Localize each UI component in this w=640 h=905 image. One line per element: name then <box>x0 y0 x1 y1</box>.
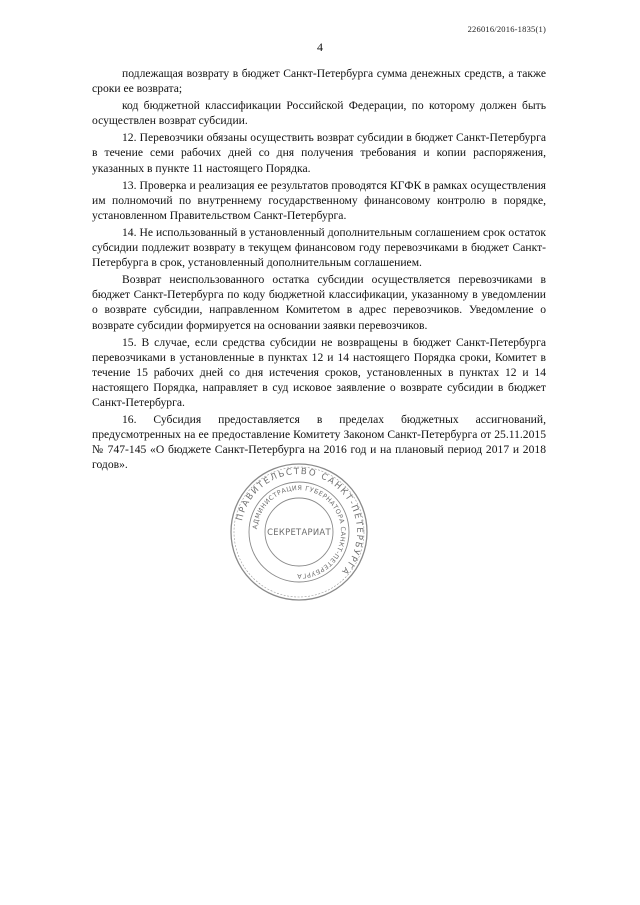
document-body <box>92 66 546 474</box>
document-id: 226016/2016-1835(1) <box>467 24 546 34</box>
paragraph-return-procedure: Возврат неиспользованного остатка субсидии осуществляется перевозчиками в бюджет Санкт-Петербурга по коду бюджетной классификации, указанному в уведомлении о возврате субсидии, направленном Комитетом в адрес перевозчиков. Уведомление о возврате субсидии формируется на основании заявки перевозчиков. <box>92 273 546 332</box>
stamp-outer-text: ПРАВИТЕЛЬСТВО САНКТ-ПЕТЕРБУРГА <box>235 466 365 578</box>
paragraph-item-14: 14. Не использованный в установленный дополнительным соглашением срок остаток субсидии подлежит возврату в текущем финансовом году перевозчиками в бюджет Санкт-Петербурга в срок, установленный дополнительным соглашением. <box>92 225 546 270</box>
paragraph-budget-code: код бюджетной классификации Российской Федерации, по которому должен быть осуществлен возврат субсидии. <box>92 99 546 128</box>
stamp-center-text: СЕКРЕТАРИАТ <box>267 527 331 537</box>
paragraph-item-12: 12. Перевозчики обязаны осуществить возврат субсидии в бюджет Санкт-Петербурга в течение семи рабочих дней со дня получения требования и копии распоряжения, указанных в пункте 11 настоящего Порядка. <box>92 131 546 175</box>
paragraph-item-16: 16. Субсидия предоставляется в пределах бюджетных ассигнований, предусмотренных на ее предоставление Комитету Законом Санкт-Петербурга от 25.11.2015 № 747-145 «О бюджете Санкт-Петербурга на 2016 год и на плановый период 2017 и 2018 годов». <box>92 413 546 472</box>
paragraph-item-13: 13. Проверка и реализация ее результатов проводятся КГФК в рамках осуществления им полномочий по внутреннему государственному финансовому контролю в порядке, установленном Правительством Санкт-Петербурга. <box>92 178 546 222</box>
paragraph-return-sum: подлежащая возврату в бюджет Санкт-Петербурга сумма денежных средств, а также сроки ее возврата; <box>92 67 546 96</box>
paragraph-item-15: 15. В случае, если средства субсидии не возвращены в бюджет Санкт-Петербурга перевозчиками в установленные в пунктах 12 и 14 настоящего Порядка сроки, Комитет в течение 15 рабочих дней со дня истечения сроков, установленных в пунктах 12 и 14 настоящего Порядка, направляет в суд исковое заявление о возврате субсидии в бюджет Санкт-Петербурга. <box>92 335 546 409</box>
stamp-inner-text: АДМИНИСТРАЦИЯ ГУБЕРНАТОРА САНКТ-ПЕТЕРБУРГА <box>251 483 348 581</box>
secretariat-stamp <box>228 461 370 603</box>
page-number: 4 <box>317 40 323 54</box>
